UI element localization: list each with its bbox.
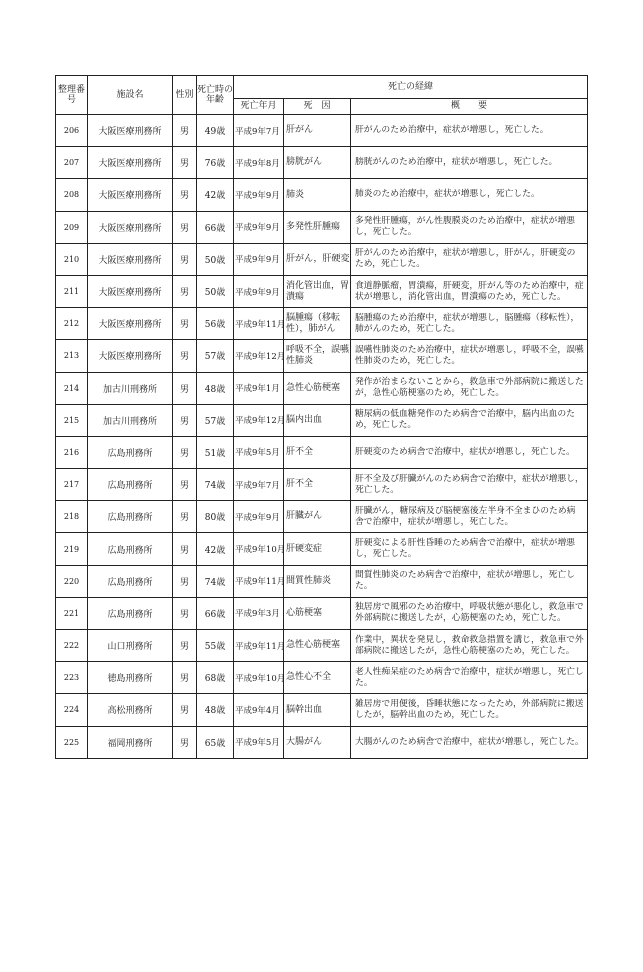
row-death-date: 平成9年10月 <box>234 533 284 565</box>
row-sex: 男 <box>173 372 197 404</box>
row-number: 211 <box>56 275 88 307</box>
row-number: 213 <box>56 340 88 372</box>
row-number: 225 <box>56 726 88 758</box>
row-age: 66歳 <box>197 597 234 629</box>
row-facility: 山口刑務所 <box>88 630 173 662</box>
table-row <box>56 533 588 565</box>
row-cause: 消化管出血，胃潰瘍 <box>284 275 351 307</box>
row-death-date: 平成9年12月 <box>234 404 284 436</box>
row-death-date: 平成9年9月 <box>234 275 284 307</box>
row-sex: 男 <box>173 340 197 372</box>
row-number: 221 <box>56 597 88 629</box>
table-row <box>56 436 588 468</box>
table-row <box>56 275 588 307</box>
row-facility: 広島刑務所 <box>88 436 173 468</box>
row-number: 209 <box>56 211 88 243</box>
row-sex: 男 <box>173 533 197 565</box>
table-row <box>56 243 588 275</box>
row-age: 48歳 <box>197 372 234 404</box>
row-summary: 独居房で風邪のため治療中，呼吸状態が悪化し，救急車で外部病院に搬送したが，心筋梗塞のため，死亡した。 <box>351 597 588 629</box>
row-number: 216 <box>56 436 88 468</box>
row-sex: 男 <box>173 501 197 533</box>
table-row <box>56 308 588 340</box>
row-facility: 広島刑務所 <box>88 469 173 501</box>
row-summary: 肝硬変のため病舎で治療中，症状が増悪し，死亡した。 <box>351 436 588 468</box>
table-row <box>56 726 588 758</box>
row-cause: 急性心不全 <box>284 662 351 694</box>
row-death-date: 平成9年1月 <box>234 372 284 404</box>
row-facility: 広島刑務所 <box>88 597 173 629</box>
row-sex: 男 <box>173 597 197 629</box>
row-age: 76歳 <box>197 147 234 179</box>
row-age: 57歳 <box>197 340 234 372</box>
row-number: 220 <box>56 565 88 597</box>
row-age: 49歳 <box>197 115 234 147</box>
row-facility: 大阪医療刑務所 <box>88 340 173 372</box>
row-sex: 男 <box>173 565 197 597</box>
row-summary: 食道静脈瘤，胃潰瘍，肝硬変，肝がん等のため治療中，症状が増悪し，消化管出血，胃潰瘍のため，死亡した。 <box>351 275 588 307</box>
row-death-date: 平成9年5月 <box>234 436 284 468</box>
row-cause: 肺炎 <box>284 179 351 211</box>
row-summary: 老人性痴呆症のため病舎で治療中，症状が増悪し，死亡した。 <box>351 662 588 694</box>
row-facility: 徳島刑務所 <box>88 662 173 694</box>
header-age: 死亡時の年齢 <box>197 76 234 115</box>
row-summary: 多発性肝腫瘍，がん性腹膜炎のため治療中，症状が増悪し，死亡した。 <box>351 211 588 243</box>
table-row <box>56 179 588 211</box>
row-death-date: 平成9年7月 <box>234 469 284 501</box>
row-age: 55歳 <box>197 630 234 662</box>
row-cause: 肝硬変症 <box>284 533 351 565</box>
row-facility: 大阪医療刑務所 <box>88 275 173 307</box>
row-death-date: 平成9年10月 <box>234 662 284 694</box>
row-cause: 膀胱がん <box>284 147 351 179</box>
table-row <box>56 469 588 501</box>
row-sex: 男 <box>173 211 197 243</box>
death-records-table <box>55 75 588 759</box>
row-death-date: 平成9年11月 <box>234 630 284 662</box>
row-sex: 男 <box>173 275 197 307</box>
row-death-date: 平成9年9月 <box>234 179 284 211</box>
row-cause: 呼吸不全，誤嚥性肺炎 <box>284 340 351 372</box>
row-sex: 男 <box>173 404 197 436</box>
row-summary: 誤嚥性肺炎のため治療中，症状が増悪し，呼吸不全，誤嚥性肺炎のため，死亡した。 <box>351 340 588 372</box>
row-age: 42歳 <box>197 179 234 211</box>
row-age: 80歳 <box>197 501 234 533</box>
row-death-date: 平成9年9月 <box>234 243 284 275</box>
row-death-date: 平成9年7月 <box>234 115 284 147</box>
table-row <box>56 501 588 533</box>
row-summary: 肝がんのため治療中，症状が増悪し，死亡した。 <box>351 115 588 147</box>
row-number: 212 <box>56 308 88 340</box>
table-row <box>56 340 588 372</box>
row-facility: 加古川刑務所 <box>88 372 173 404</box>
table-row <box>56 694 588 726</box>
row-death-date: 平成9年5月 <box>234 726 284 758</box>
row-sex: 男 <box>173 694 197 726</box>
row-facility: 広島刑務所 <box>88 533 173 565</box>
row-facility: 大阪医療刑務所 <box>88 147 173 179</box>
row-summary: 糖尿病の低血糖発作のため病舎で治療中，脳内出血のため，死亡した。 <box>351 404 588 436</box>
row-number: 222 <box>56 630 88 662</box>
row-facility: 広島刑務所 <box>88 501 173 533</box>
row-summary: 膀胱がんのため治療中，症状が増悪し，死亡した。 <box>351 147 588 179</box>
row-number: 208 <box>56 179 88 211</box>
row-number: 224 <box>56 694 88 726</box>
row-cause: 多発性肝腫瘍 <box>284 211 351 243</box>
row-age: 65歳 <box>197 726 234 758</box>
row-facility: 高松刑務所 <box>88 694 173 726</box>
row-facility: 加古川刑務所 <box>88 404 173 436</box>
row-cause: 脳幹出血 <box>284 694 351 726</box>
header-no: 整理番号 <box>56 76 88 115</box>
table-row <box>56 630 588 662</box>
row-cause: 急性心筋梗塞 <box>284 372 351 404</box>
row-summary: 脳腫瘍のため治療中，症状が増悪し，脳腫瘍（移転性），肺がんのため，死亡した。 <box>351 308 588 340</box>
row-cause: 肝不全 <box>284 469 351 501</box>
header-summary: 概 要 <box>351 99 588 115</box>
row-number: 207 <box>56 147 88 179</box>
row-cause: 脳内出血 <box>284 404 351 436</box>
row-facility: 大阪医療刑務所 <box>88 115 173 147</box>
row-death-date: 平成9年3月 <box>234 597 284 629</box>
row-summary: 肺炎のため治療中，症状が増悪し，死亡した。 <box>351 179 588 211</box>
row-death-date: 平成9年8月 <box>234 147 284 179</box>
header-process: 死亡の経緯 <box>234 76 588 99</box>
row-sex: 男 <box>173 115 197 147</box>
table-row <box>56 404 588 436</box>
row-number: 215 <box>56 404 88 436</box>
row-summary: 雑居房で用便後，昏睡状態になったため，外部病院に搬送したが，脳幹出血のため，死亡した。 <box>351 694 588 726</box>
table-body <box>56 115 588 759</box>
row-age: 50歳 <box>197 275 234 307</box>
row-sex: 男 <box>173 469 197 501</box>
header-date: 死亡年月 <box>234 99 284 115</box>
row-sex: 男 <box>173 630 197 662</box>
row-age: 66歳 <box>197 211 234 243</box>
row-summary: 大腸がんのため病舎で治療中，症状が増悪し，死亡した。 <box>351 726 588 758</box>
row-age: 50歳 <box>197 243 234 275</box>
row-sex: 男 <box>173 662 197 694</box>
row-summary: 間質性肺炎のため病舎で治療中，症状が増悪し，死亡した。 <box>351 565 588 597</box>
table-row <box>56 372 588 404</box>
row-cause: 急性心筋梗塞 <box>284 630 351 662</box>
row-summary: 肝硬変による肝性昏睡のため病舎で治療中，症状が増悪し，死亡した。 <box>351 533 588 565</box>
row-number: 206 <box>56 115 88 147</box>
row-summary: 発作が治まらないことから，救急車で外部病院に搬送したが，急性心筋梗塞のため，死亡した。 <box>351 372 588 404</box>
row-age: 74歳 <box>197 469 234 501</box>
row-cause: 脳腫瘍（移転性），肺がん <box>284 308 351 340</box>
row-facility: 大阪医療刑務所 <box>88 308 173 340</box>
row-cause: 肝臓がん <box>284 501 351 533</box>
table-row <box>56 147 588 179</box>
header-facility: 施設名 <box>88 76 173 115</box>
row-cause: 間質性肺炎 <box>284 565 351 597</box>
row-sex: 男 <box>173 308 197 340</box>
row-sex: 男 <box>173 147 197 179</box>
row-cause: 大腸がん <box>284 726 351 758</box>
row-age: 74歳 <box>197 565 234 597</box>
row-facility: 広島刑務所 <box>88 565 173 597</box>
row-cause: 肝不全 <box>284 436 351 468</box>
row-death-date: 平成9年9月 <box>234 501 284 533</box>
table-row <box>56 662 588 694</box>
row-cause: 心筋梗塞 <box>284 597 351 629</box>
row-age: 68歳 <box>197 662 234 694</box>
row-summary: 作業中，異状を発見し，救命救急措置を講じ，救急車で外部病院に搬送したが，急性心筋梗塞のため，死亡した。 <box>351 630 588 662</box>
row-summary: 肝がんのため治療中，症状が増悪し，肝がん，肝硬変のため，死亡した。 <box>351 243 588 275</box>
row-age: 51歳 <box>197 436 234 468</box>
row-number: 219 <box>56 533 88 565</box>
row-facility: 福岡刑務所 <box>88 726 173 758</box>
row-sex: 男 <box>173 436 197 468</box>
row-summary: 肝臓がん，糖尿病及び脳梗塞後左半身不全まひのため病舎で治療中，症状が増悪し，死亡した。 <box>351 501 588 533</box>
header-sex: 性別 <box>173 76 197 115</box>
table-row <box>56 211 588 243</box>
row-age: 48歳 <box>197 694 234 726</box>
row-death-date: 平成9年11月 <box>234 308 284 340</box>
row-facility: 大阪医療刑務所 <box>88 179 173 211</box>
row-number: 214 <box>56 372 88 404</box>
row-cause: 肝がん，肝硬変 <box>284 243 351 275</box>
row-facility: 大阪医療刑務所 <box>88 243 173 275</box>
row-number: 218 <box>56 501 88 533</box>
row-facility: 大阪医療刑務所 <box>88 211 173 243</box>
header-cause: 死 因 <box>284 99 351 115</box>
row-sex: 男 <box>173 179 197 211</box>
row-age: 42歳 <box>197 533 234 565</box>
row-sex: 男 <box>173 243 197 275</box>
row-death-date: 平成9年4月 <box>234 694 284 726</box>
row-death-date: 平成9年12月 <box>234 340 284 372</box>
row-number: 217 <box>56 469 88 501</box>
row-death-date: 平成9年9月 <box>234 211 284 243</box>
row-death-date: 平成9年11月 <box>234 565 284 597</box>
table-row <box>56 115 588 147</box>
row-cause: 肝がん <box>284 115 351 147</box>
table-row <box>56 565 588 597</box>
row-number: 210 <box>56 243 88 275</box>
row-age: 57歳 <box>197 404 234 436</box>
row-age: 56歳 <box>197 308 234 340</box>
table-row <box>56 597 588 629</box>
row-sex: 男 <box>173 726 197 758</box>
row-number: 223 <box>56 662 88 694</box>
row-summary: 肝不全及び肝臓がんのため病舎で治療中，症状が増悪し，死亡した。 <box>351 469 588 501</box>
